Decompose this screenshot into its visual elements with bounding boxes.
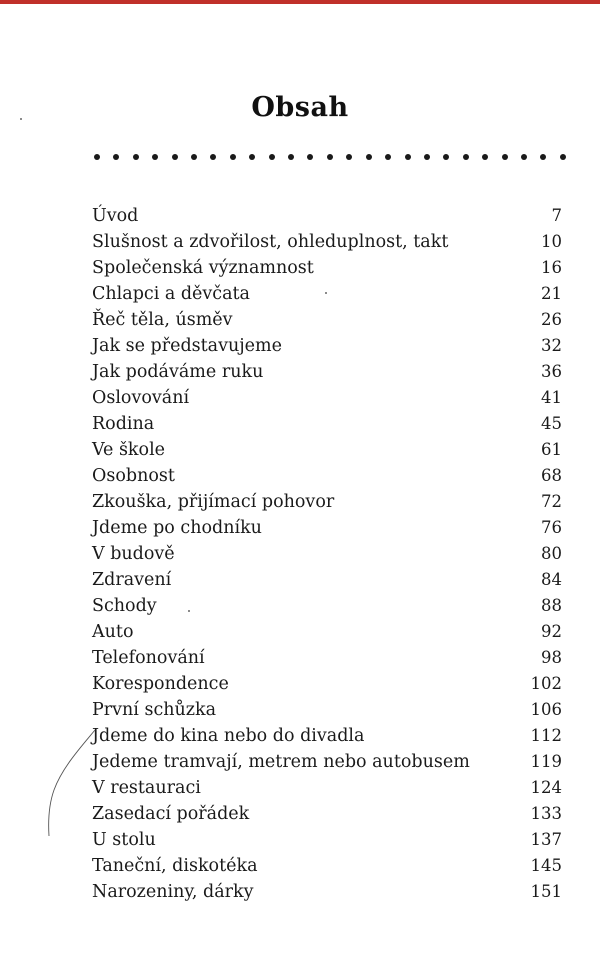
toc-entry-page-number: 16: [541, 258, 562, 277]
toc-entry-page-number: 7: [551, 206, 562, 225]
separator-dot: [443, 154, 449, 160]
separator-dot: [191, 154, 197, 160]
toc-entry: [92, 333, 562, 359]
toc-entry-title: Jak podáváme ruku: [92, 362, 264, 382]
toc-entry-title: Jak se představujeme: [92, 336, 282, 356]
toc-entry-page-number: 119: [530, 752, 562, 771]
toc-entry-title: Osobnost: [92, 466, 175, 486]
toc-entry-page-number: 106: [530, 700, 562, 719]
separator-dot: [521, 154, 527, 160]
toc-entry-title: Zdravení: [92, 570, 172, 590]
separator-dot: [230, 154, 236, 160]
toc-entry-title: Oslovování: [92, 388, 190, 408]
toc-entry: [92, 255, 562, 281]
toc-entry-title: Jdeme do kina nebo do divadla: [92, 726, 365, 746]
dotted-separator: [94, 154, 566, 162]
separator-dot: [405, 154, 411, 160]
toc-entry: [92, 437, 562, 463]
separator-dot: [113, 154, 119, 160]
toc-entry: [92, 411, 562, 437]
toc-entry-page-number: 88: [541, 596, 562, 615]
toc-entry: [92, 489, 562, 515]
pencil-mark-icon: [40, 728, 100, 838]
toc-entry-title: Zasedací pořádek: [92, 804, 250, 824]
toc-entry-page-number: 36: [541, 362, 562, 381]
toc-entry-title: Jedeme tramvají, metrem nebo autobusem: [92, 752, 470, 772]
paper-speck: [188, 610, 190, 612]
separator-dot: [366, 154, 372, 160]
table-of-contents: [92, 203, 562, 905]
toc-entry-page-number: 68: [541, 466, 562, 485]
toc-entry: [92, 567, 562, 593]
toc-entry-page-number: 26: [541, 310, 562, 329]
separator-dot: [385, 154, 391, 160]
toc-entry-title: První schůzka: [92, 700, 217, 720]
toc-entry: [92, 541, 562, 567]
toc-entry-page-number: 76: [541, 518, 562, 537]
toc-entry-page-number: 45: [541, 414, 562, 433]
toc-entry-title: Ve škole: [92, 440, 166, 460]
toc-entry-page-number: 124: [530, 778, 562, 797]
separator-dot: [424, 154, 430, 160]
toc-entry-title: Slušnost a zdvořilost, ohleduplnost, takt: [92, 232, 449, 252]
separator-dot: [346, 154, 352, 160]
toc-entry: [92, 749, 562, 775]
toc-entry-page-number: 145: [530, 856, 562, 875]
toc-entry: [92, 775, 562, 801]
toc-entry: [92, 229, 562, 255]
toc-entry-page-number: 41: [541, 388, 562, 407]
toc-entry-title: Chlapci a děvčata: [92, 284, 250, 304]
separator-dot: [94, 154, 100, 160]
separator-dot: [288, 154, 294, 160]
separator-dot: [249, 154, 255, 160]
toc-entry-page-number: 80: [541, 544, 562, 563]
separator-dot: [502, 154, 508, 160]
toc-entry-page-number: 98: [541, 648, 562, 667]
separator-dot: [560, 154, 566, 160]
paper-speck: [20, 118, 22, 120]
toc-entry-title: Řeč těla, úsměv: [92, 310, 233, 330]
separator-dot: [133, 154, 139, 160]
toc-entry: [92, 671, 562, 697]
toc-entry-page-number: 21: [541, 284, 562, 303]
toc-entry: [92, 853, 562, 879]
toc-entry: [92, 697, 562, 723]
toc-entry-title: Jdeme po chodníku: [92, 518, 262, 538]
separator-dot: [463, 154, 469, 160]
toc-entry: [92, 801, 562, 827]
toc-entry-page-number: 72: [541, 492, 562, 511]
toc-entry: [92, 515, 562, 541]
toc-entry-page-number: 10: [541, 232, 562, 251]
toc-entry-page-number: 32: [541, 336, 562, 355]
toc-entry: [92, 593, 562, 619]
toc-entry: [92, 463, 562, 489]
page-title: Obsah: [251, 92, 349, 123]
toc-entry-title: Zkouška, přijímací pohovor: [92, 492, 335, 512]
toc-entry: [92, 203, 562, 229]
toc-entry: [92, 359, 562, 385]
toc-entry-title: Schody: [92, 596, 157, 616]
toc-entry-page-number: 84: [541, 570, 562, 589]
toc-entry-title: V budově: [92, 544, 175, 564]
toc-entry: [92, 281, 562, 307]
toc-entry-page-number: 61: [541, 440, 562, 459]
separator-dot: [327, 154, 333, 160]
separator-dot: [210, 154, 216, 160]
toc-entry: [92, 723, 562, 749]
toc-entry: [92, 827, 562, 853]
toc-entry-title: Auto: [92, 622, 134, 642]
toc-entry: [92, 645, 562, 671]
toc-entry-title: V restauraci: [92, 778, 201, 798]
toc-entry-title: Úvod: [92, 206, 139, 226]
toc-entry-page-number: 137: [530, 830, 562, 849]
separator-dot: [172, 154, 178, 160]
toc-entry-title: Telefonování: [92, 648, 205, 668]
toc-entry: [92, 619, 562, 645]
toc-entry-title: Korespondence: [92, 674, 229, 694]
paper-speck: [325, 292, 327, 294]
toc-entry-title: U stolu: [92, 830, 156, 850]
toc-entry-page-number: 151: [530, 882, 562, 901]
separator-dot: [540, 154, 546, 160]
toc-entry-page-number: 112: [530, 726, 562, 745]
separator-dot: [152, 154, 158, 160]
toc-entry-title: Narozeniny, dárky: [92, 882, 254, 902]
toc-entry-page-number: 92: [541, 622, 562, 641]
separator-dot: [482, 154, 488, 160]
toc-entry: [92, 307, 562, 333]
toc-entry-title: Společenská významnost: [92, 258, 314, 278]
top-edge-accent: [0, 0, 600, 4]
toc-entry: [92, 879, 562, 905]
toc-entry-page-number: 133: [530, 804, 562, 823]
separator-dot: [269, 154, 275, 160]
toc-entry: [92, 385, 562, 411]
toc-entry-page-number: 102: [530, 674, 562, 693]
separator-dot: [307, 154, 313, 160]
toc-entry-title: Taneční, diskotéka: [92, 856, 258, 876]
toc-entry-title: Rodina: [92, 414, 155, 434]
